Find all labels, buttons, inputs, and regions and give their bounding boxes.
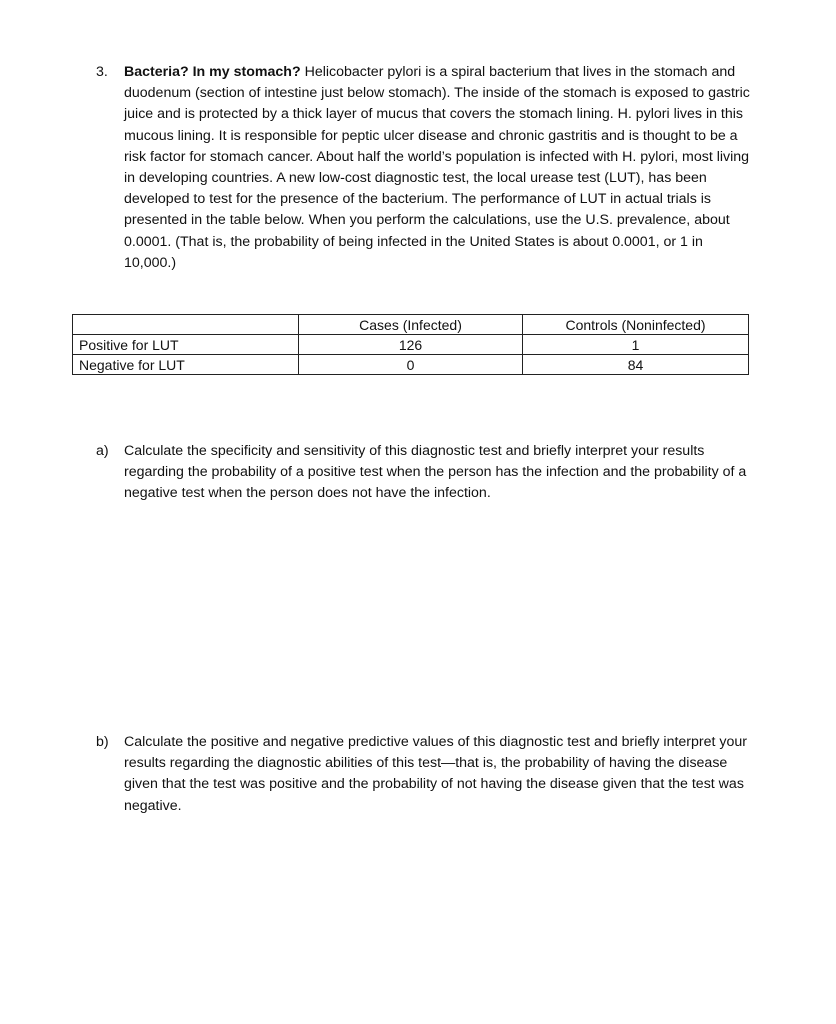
row-label: Negative for LUT	[73, 355, 299, 375]
cases-header: Cases (Infected)	[299, 315, 523, 335]
lut-results-table	[72, 314, 749, 375]
part-a-label: a)	[96, 443, 109, 459]
table-row	[73, 355, 749, 375]
part-a-text: Calculate the specificity and sensitivity of this diagnostic test and briefly interpret your results regarding the probability of a positive test when the person has the infection and the probability of a negative test when the person does not have the infection.	[124, 443, 747, 502]
question-block	[96, 62, 756, 274]
table-row	[73, 335, 749, 355]
question-number: 3.	[96, 64, 108, 80]
part-b-text: Calculate the positive and negative predictive values of this diagnostic test and briefly interpret your results regarding the diagnostic abilities of this test—that is, the probability of having the disease given that the test was positive and the probability of not having the disease given that the test was negative.	[124, 734, 748, 814]
row-label: Positive for LUT	[73, 335, 299, 355]
controls-value: 1	[523, 335, 749, 355]
controls-value: 84	[523, 355, 749, 375]
question-title: Bacteria? In my stomach?	[124, 64, 301, 80]
part-b-label: b)	[96, 734, 109, 750]
table-corner-cell	[73, 315, 299, 335]
question-text	[124, 62, 756, 274]
cases-value: 0	[299, 355, 523, 375]
question-body: Helicobacter pylori is a spiral bacterium that lives in the stomach and duodenum (section of intestine just below stomach). The inside of the stomach is exposed to gastric juice and is protected by a thick layer of mucus that covers the stomach lining. H. pylori lives in this mucous lining. It is responsible for peptic ulcer disease and chronic gastritis and is thought to be a risk factor for stomach cancer. About half the world’s population is infected with H. pylori, most living in developing countries. A new low-cost diagnostic test, the local urease test (LUT), has been developed to test for the presence of the bacterium. The performance of LUT in actual trials is presented in the table below. When you perform the calculations, use the U.S. prevalence, about 0.0001. (That is, the probability of being infected in the United States is about 0.0001, or 1 in 10,000.)	[124, 64, 750, 271]
cases-value: 126	[299, 335, 523, 355]
part-a-block	[96, 441, 756, 505]
part-b-block	[96, 732, 756, 817]
table-header-row	[73, 315, 749, 335]
controls-header: Controls (Noninfected)	[523, 315, 749, 335]
